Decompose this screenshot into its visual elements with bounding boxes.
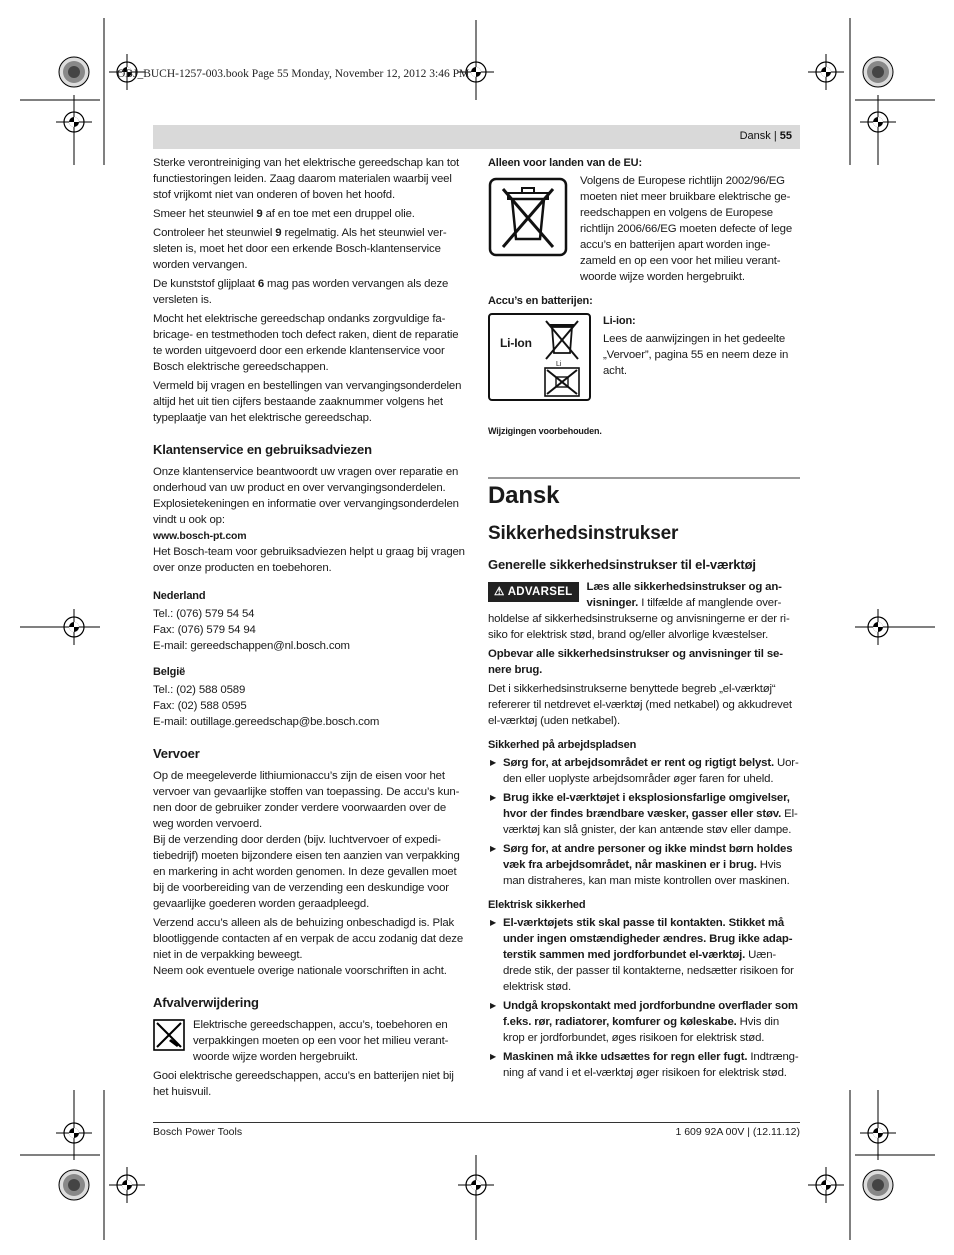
eu-heading: Alleen voor landen van de EU: [488,157,642,169]
be-fax: Fax: (02) 588 0595 [153,700,247,712]
paragraph-slide-plate: De kunststof glijplaat 6 mag pas worden vervangen als deze versleten is. [153,278,449,306]
paragraph-transport-1: Op de meegeleverde lithiumionaccu’s zijn de eisen voor het vervoer van gevaarlijke stoffen van toepassing. De accu’s kunnen door de gebruiker zonder verdere voorwaarden over de weg worden vervoerd. [153,770,460,830]
electrical-heading: Elektrisk sikkerhed [488,899,586,911]
paragraph-team: Het Bosch-team voor gebruiksadviezen helpt u graag bij vragen over onze producten en toebehoren. [153,546,465,574]
country-netherlands: Nederland [153,590,206,602]
left-column [153,155,466,1103]
nl-phone: Tel.: (076) 579 54 54 [153,608,255,620]
batteries-heading: Accu’s en batterijen: [488,295,593,307]
paragraph-repair: Mocht het elektrische gereedschap ondanks zorgvuldige fabricage- en testmethoden toch defect raken, dient de reparatie te worden uitgevoerd door een erkende klantenservice voor Bosch elektrische gereedschappen. [153,313,459,373]
tool-disposal-icon [153,1019,185,1051]
term-paragraph: Det i sikkerhedsinstrukserne benyttede begreb „el-værktøj“ refererer til netdrevet el-værktøj (med netkabel) og akkudrevet el-værktøj (uden netkabel). [488,683,792,727]
eu-block [488,173,800,285]
page-header-label: Dansk | 55 [739,130,792,142]
bullet-work-area-clean: ▶ Sørg for, at arbejdsområdet er rent og rigtigt belyst. Uorden eller uoplyste arbejdsområder øger faren for uheld. [488,755,800,787]
paragraph-part-number: Vermeld bij vragen en bestellingen van vervangingsonderdelen altijd het uit tien cijfers bestaande zaaknummer volgens het typeplaatje van het elektrische gereedschap. [153,380,462,424]
nl-email[interactable]: E-mail: gereedschappen@nl.bosch.com [153,640,350,652]
paragraph-eu-directive: Volgens de Europese richtlijn 2002/96/EG moeten niet meer bruikbare elektrische gereedschappen en volgens de Europese richtlijn 2006/66/EG moeten defecte of lege accu’s en batterijen apart worden ingezameld en op een voor het milieu verantwoorde wijze worden hergebruikt. [580,175,793,283]
work-area-heading: Sikkerhed på arbejdspladsen [488,739,637,751]
battery-disposal-icon [544,367,580,397]
page-header-bar [153,125,800,149]
paragraph-transport-4: Neem ook eventuele overige nationale voorschriften in acht. [153,965,447,977]
keep-instructions: Opbevar alle sikkerhedsinstrukser og anvisninger til senere brug. [488,648,783,676]
paragraph-lubricate: Smeer het steunwiel 9 af en toe met een druppel olie. [153,208,415,220]
paragraph-contamination: Sterke verontreiniging van het elektrische gereedschap kan tot functiestoringen leiden. Zaag daarom materialen waarbij veel stof vrijkomt niet van onderen of boven het hoofd. [153,157,460,201]
liion-block [488,313,800,401]
bullet-explosive: ▶ Brug ikke el-værktøjet i eksplosionsfarlige omgivelser, hvor der findes brændbare væsker, gasser eller støv. El-værktøj kan slå gnister, der kan antænde støv eller dampe. [488,790,800,838]
footer-brand: Bosch Power Tools [153,1126,243,1138]
heading-customer-service: Klantenservice en gebruiksadviezen [153,442,372,457]
liion-icon-label: Li-Ion [500,336,532,350]
paragraph-liion: Lees de aanwijzingen in het gedeelte „Vervoer”, pagina 55 en neem deze in acht. [603,333,789,377]
general-safety-heading: Generelle sikkerhedsinstrukser til el-værktøj [488,557,756,572]
section-name: Dansk [739,130,771,142]
nl-fax: Fax: (076) 579 54 94 [153,624,256,636]
footer-code: 1 609 92A 00V | (12.11.12) [675,1126,800,1138]
paragraph-transport-3: Verzend accu’s alleen als de behuizing onbeschadigd is. Plak blootliggende contacten af en verpak de accu zodanig dat deze niet in de verpakking beweegt. [153,917,464,961]
bullet-rain: ▶ Maskinen må ikke udsættes for regn eller fugt. Indtrængning af vand i et el-værktøj øger risikoen for elektrisk stød. [488,1049,800,1081]
liion-heading: Li-ion: [603,315,636,327]
changes-note: Wijzigingen voorbehouden. [488,426,602,436]
warning-paragraph: ⚠ ADVARSEL Læs alle sikkerhedsinstrukser og anvisninger. I tilfælde af manglende overholdelse af sikkerhedsinstrukserne og anvisningerne er der risiko for elektrisk stød, brand og/eller alvorlige kvæstelser. [488,581,790,641]
heading-transport: Vervoer [153,746,200,761]
be-phone: Tel.: (02) 588 0589 [153,684,246,696]
footer-rule [153,1122,800,1123]
right-column [488,155,800,1084]
heading-disposal: Afvalverwijdering [153,995,259,1010]
bullet-plug: ▶ El-værktøjets stik skal passe til kontakten. Stikket må under ingen omstændigheder ændres. Brug ikke adapterstik sammen med jordforbundet el-værktøj. Uændrede stik, der passer til kontakterne, nedsætter risikoen for elektrisk stød. [488,915,800,995]
website-link[interactable]: www.bosch-pt.com [153,530,247,542]
liion-small-label: Li [556,361,562,368]
bullet-grounded: ▶ Undgå kropskontakt med jordforbundne overflader som f.eks. rør, radiatorer, komfurer og køleskabe. Hvis din krop er jordforbundet, øges risikoen for elektrisk stød. [488,998,800,1046]
paragraph-disposal-1: Elektrische gereedschappen, accu’s, toebehoren en verpakkingen moeten op een voor het milieu verantwoorde wijze worden hergebruikt. [193,1019,449,1063]
bullet-children: ▶ Sørg for, at andre personer og ikke mindst børn holdes væk fra arbejdsområdet, når maskinen er i brug. Hvis man distraheres, kan man miste kontrollen over maskinen. [488,841,800,889]
warning-badge: ⚠ ADVARSEL [488,582,579,602]
paragraph-disposal-2: Gooi elektrische gereedschappen, accu’s en batterijen niet bij het huisvuil. [153,1070,454,1098]
language-title: Dansk [488,482,560,509]
file-info-line: OBJ_BUCH-1257-003.book Page 55 Monday, November 12, 2012 3:46 PM [117,68,470,80]
paragraph-service: Onze klantenservice beantwoordt uw vragen over reparatie en onderhoud van uw product en over vervangingsonderdelen. Explosietekeningen en informatie over vervangingsonderdelen vindt u ook op: [153,466,459,526]
weee-crossed-bin-icon [488,177,568,257]
battery-bin-icon [542,319,582,363]
paragraph-check-wheel: Controleer het steunwiel 9 regelmatig. Als het steunwiel versleten is, moet het door een erkende Bosch-klantenservice worden vervangen. [153,227,447,271]
paragraph-transport-2: Bij de verzending door derden (bijv. luchtvervoer of expeditiebedrijf) moeten bijzondere eisen ten aanzien van verpakking en markering in acht worden genomen. In deze gevallen moet bij de voorbereiding van de verzending een deskundige voor gevaarlijke goederen worden geraadpleegd. [153,834,460,910]
country-belgium: België [153,666,186,678]
disposal-block [153,1017,466,1065]
liion-text [603,313,800,401]
page-number: 55 [779,130,792,142]
be-email[interactable]: E-mail: outillage.gereedschap@be.bosch.com [153,716,380,728]
liion-icon-box [488,313,591,401]
safety-title: Sikkerhedsinstrukser [488,523,679,544]
warning-triangle-icon: ⚠ [494,586,505,598]
